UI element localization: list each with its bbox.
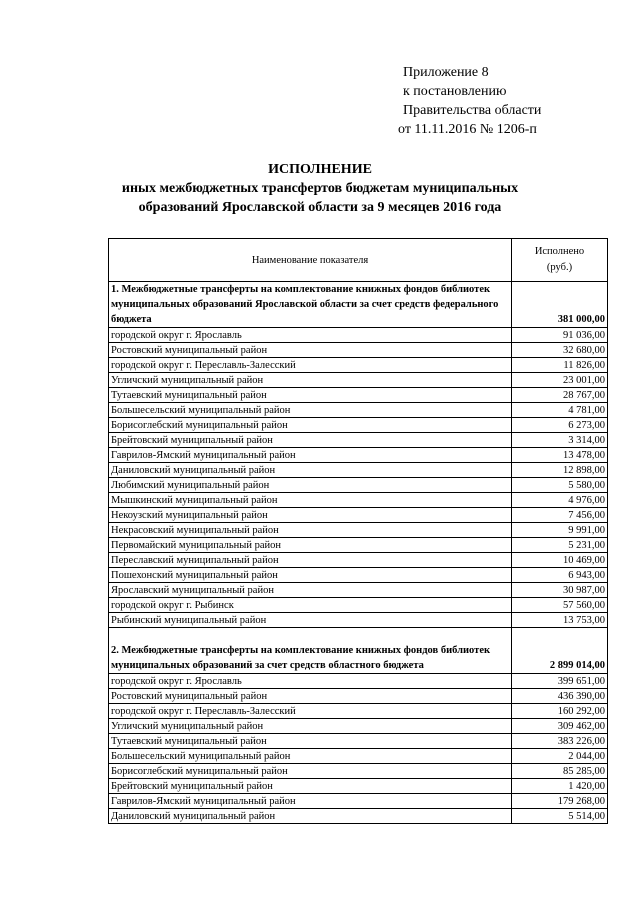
district-name: Некрасовский муниципальный район xyxy=(109,523,512,538)
table-row xyxy=(109,704,608,719)
table-row xyxy=(109,463,608,478)
table-row xyxy=(109,749,608,764)
header-executed-unit: (руб.) xyxy=(546,262,573,273)
executed-amount: 11 826,00 xyxy=(512,358,608,373)
executed-amount: 160 292,00 xyxy=(512,704,608,719)
executed-amount: 9 991,00 xyxy=(512,523,608,538)
executed-amount: 13 753,00 xyxy=(512,613,608,628)
header-executed-label: Исполнено xyxy=(534,246,585,257)
section-total: 381 000,00 xyxy=(512,282,608,328)
district-name: Тутаевский муниципальный район xyxy=(109,388,512,403)
section-row xyxy=(109,282,608,328)
table-body xyxy=(109,282,608,824)
title-line: иных межбюджетных трансфертов бюджетам муниципальных xyxy=(121,181,519,196)
executed-amount: 57 560,00 xyxy=(512,598,608,613)
table-row xyxy=(109,358,608,373)
district-name: Борисоглебский муниципальный район xyxy=(109,764,512,779)
section-total: 2 899 014,00 xyxy=(512,628,608,674)
district-name: Даниловский муниципальный район xyxy=(109,463,512,478)
district-name: Гаврилов-Ямский муниципальный район xyxy=(109,448,512,463)
district-name: Угличский муниципальный район xyxy=(109,373,512,388)
table-row xyxy=(109,388,608,403)
table-row xyxy=(109,433,608,448)
district-name: Мышкинский муниципальный район xyxy=(109,493,512,508)
section-title: 1. Межбюджетные трансферты на комплектование книжных фондов библиотек муниципальных образований Ярославской области за счет средств федерального бюджета xyxy=(109,282,512,328)
district-name: Большесельский муниципальный район xyxy=(109,749,512,764)
table-row xyxy=(109,794,608,809)
district-name: Любимский муниципальный район xyxy=(109,478,512,493)
table-row xyxy=(109,448,608,463)
district-name: Большесельский муниципальный район xyxy=(109,403,512,418)
table-row xyxy=(109,403,608,418)
executed-amount: 10 469,00 xyxy=(512,553,608,568)
district-name: Борисоглебский муниципальный район xyxy=(109,418,512,433)
table-row xyxy=(109,373,608,388)
district-name: Рыбинский муниципальный район xyxy=(109,613,512,628)
executed-amount: 13 478,00 xyxy=(512,448,608,463)
executed-amount: 3 314,00 xyxy=(512,433,608,448)
district-name: Ярославский муниципальный район xyxy=(109,583,512,598)
district-name: Брейтовский муниципальный район xyxy=(109,779,512,794)
district-name: городской округ г. Ярославль xyxy=(109,674,512,689)
executed-amount: 23 001,00 xyxy=(512,373,608,388)
executed-amount: 179 268,00 xyxy=(512,794,608,809)
executed-amount: 2 044,00 xyxy=(512,749,608,764)
section-row xyxy=(109,628,608,674)
district-name: городской округ г. Переславль-Залесский xyxy=(109,704,512,719)
table-row xyxy=(109,523,608,538)
table-row xyxy=(109,328,608,343)
table-row xyxy=(109,598,608,613)
executed-amount: 5 231,00 xyxy=(512,538,608,553)
executed-amount: 12 898,00 xyxy=(512,463,608,478)
table-row xyxy=(109,809,608,824)
district-name: городской округ г. Переславль-Залесский xyxy=(109,358,512,373)
table-row xyxy=(109,764,608,779)
table-row xyxy=(109,508,608,523)
header-name: Наименование показателя xyxy=(109,239,512,282)
district-name: Первомайский муниципальный район xyxy=(109,538,512,553)
transfers-table xyxy=(108,238,608,824)
executed-amount: 1 420,00 xyxy=(512,779,608,794)
executed-amount: 85 285,00 xyxy=(512,764,608,779)
table-row xyxy=(109,583,608,598)
table-row xyxy=(109,613,608,628)
executed-amount: 399 651,00 xyxy=(512,674,608,689)
table-row xyxy=(109,538,608,553)
appendix-line: Приложение 8 xyxy=(403,65,489,80)
table-row xyxy=(109,674,608,689)
executed-amount: 309 462,00 xyxy=(512,719,608,734)
appendix-block xyxy=(398,63,541,139)
executed-amount: 436 390,00 xyxy=(512,689,608,704)
header-executed xyxy=(512,239,608,282)
executed-amount: 6 273,00 xyxy=(512,418,608,433)
district-name: Ростовский муниципальный район xyxy=(109,689,512,704)
district-name: Ростовский муниципальный район xyxy=(109,343,512,358)
appendix-line: к постановлению xyxy=(403,84,507,99)
district-name: Пошехонский муниципальный район xyxy=(109,568,512,583)
district-name: Даниловский муниципальный район xyxy=(109,809,512,824)
district-name: Брейтовский муниципальный район xyxy=(109,433,512,448)
district-name: Тутаевский муниципальный район xyxy=(109,734,512,749)
executed-amount: 5 580,00 xyxy=(512,478,608,493)
district-name: городской округ г. Ярославль xyxy=(109,328,512,343)
executed-amount: 5 514,00 xyxy=(512,809,608,824)
table-row xyxy=(109,734,608,749)
district-name: Угличский муниципальный район xyxy=(109,719,512,734)
executed-amount: 7 456,00 xyxy=(512,508,608,523)
executed-amount: 28 767,00 xyxy=(512,388,608,403)
table-row xyxy=(109,493,608,508)
document-title xyxy=(0,160,640,217)
executed-amount: 91 036,00 xyxy=(512,328,608,343)
table-row xyxy=(109,568,608,583)
executed-amount: 4 781,00 xyxy=(512,403,608,418)
district-name: Некоузский муниципальный район xyxy=(109,508,512,523)
table-row xyxy=(109,689,608,704)
table-row xyxy=(109,418,608,433)
executed-amount: 6 943,00 xyxy=(512,568,608,583)
table-row xyxy=(109,553,608,568)
district-name: Гаврилов-Ямский муниципальный район xyxy=(109,794,512,809)
table-row xyxy=(109,719,608,734)
appendix-line: Правительства области xyxy=(403,103,542,118)
executed-amount: 383 226,00 xyxy=(512,734,608,749)
title-line: ИСПОЛНЕНИЕ xyxy=(268,162,372,177)
district-name: городской округ г. Рыбинск xyxy=(109,598,512,613)
table-row xyxy=(109,779,608,794)
table-row xyxy=(109,343,608,358)
district-name: Переславский муниципальный район xyxy=(109,553,512,568)
table-row xyxy=(109,478,608,493)
appendix-line: от 11.11.2016 № 1206-п xyxy=(398,122,537,137)
executed-amount: 30 987,00 xyxy=(512,583,608,598)
section-title: 2. Межбюджетные трансферты на комплектование книжных фондов библиотек муниципальных образований за счет средств областного бюджета xyxy=(109,628,512,674)
title-line: образований Ярославской области за 9 месяцев 2016 года xyxy=(138,200,502,215)
executed-amount: 4 976,00 xyxy=(512,493,608,508)
executed-amount: 32 680,00 xyxy=(512,343,608,358)
table-header-row xyxy=(109,239,608,282)
